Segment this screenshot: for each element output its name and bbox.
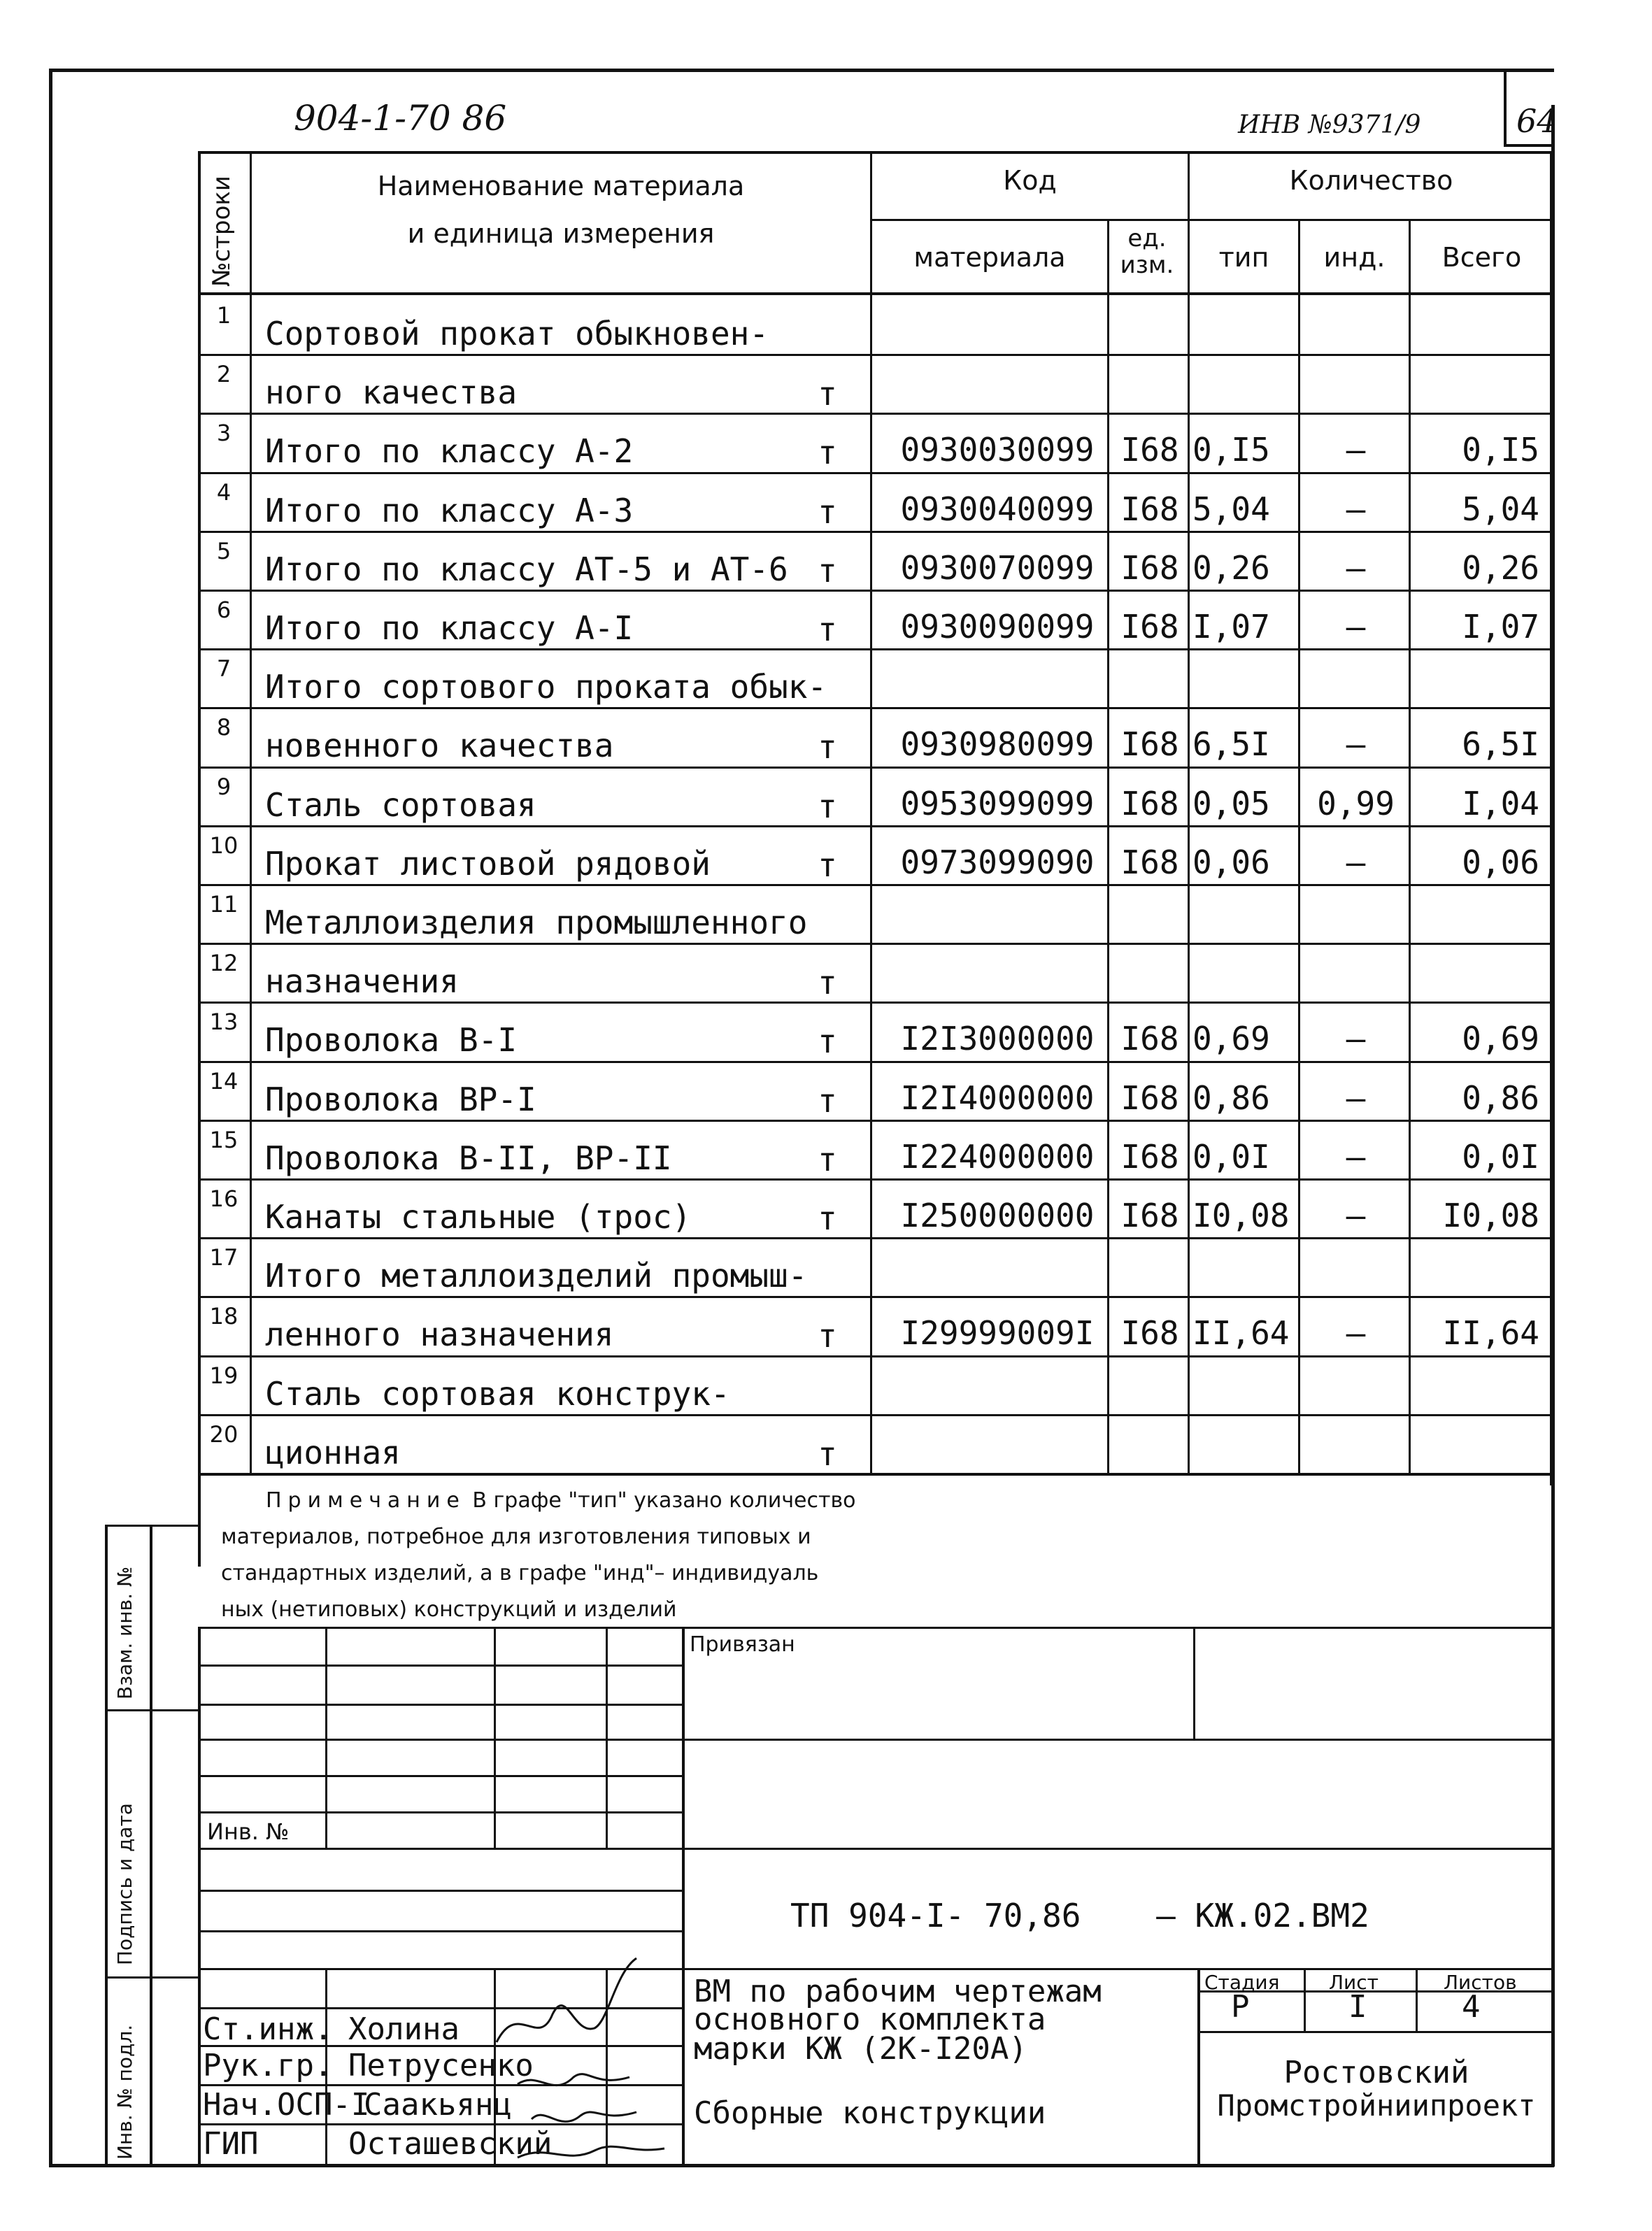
material-name: ционная [265,1434,401,1471]
qty-ind: – [1346,843,1366,881]
designation-code: ТП 904-I- 70,86 [790,1897,1081,1934]
material-code: 0930090099 [900,608,1095,646]
qty-type: 0,06 [1192,843,1270,881]
row-number: 9 [216,774,232,800]
row-number: 13 [209,1008,238,1035]
note-line-3: стандартных изделий, а в графе "инд"– индивидуаль [221,1561,819,1585]
table-row [198,354,1553,413]
qty-total: 0,26 [1462,549,1539,587]
qty-ind: – [1346,1197,1366,1234]
material-unit: т [818,964,837,1002]
qty-ind: 0,99 [1317,785,1395,822]
qty-ind: – [1346,1138,1366,1176]
side-label-inv-orig: Инв. № подл. [113,2024,136,2160]
signer-name: Петрусенко [348,2048,534,2083]
page-number: 64 [1516,102,1558,140]
material-name: Металлоизделия промышленного [265,904,808,941]
qty-total: 0,0I [1462,1138,1539,1176]
designation-mark: – КЖ.02.ВМ2 [1156,1897,1369,1934]
row-number: 12 [209,950,238,976]
stage-value: Р [1231,1989,1250,2025]
material-name: Проволока В-II, ВР-II [265,1139,672,1177]
row-number: 20 [209,1421,238,1448]
title-line-1: ВМ по рабочим чертежам [694,1974,1102,2009]
material-unit: т [818,493,837,531]
row-number: 16 [209,1185,238,1212]
qty-total: I,04 [1462,785,1539,822]
qty-total: 0,69 [1462,1020,1539,1057]
material-name-header-2: и единица измерения [407,218,715,249]
table-row [198,413,1553,471]
signer-name: Осташевский [348,2126,553,2162]
material-unit: т [818,434,837,471]
table-row [198,1414,1553,1473]
qty-type: 0,0I [1192,1138,1270,1176]
project-code: 904-1-70 86 [294,98,507,138]
unit-code: I68 [1120,725,1179,763]
material-name: Проволока В-I [265,1021,518,1059]
row-number: 17 [209,1244,238,1271]
table-row [198,531,1553,590]
material-unit: т [818,611,837,648]
table-row [198,1002,1553,1060]
note-line-4: ных (нетиповых) конструкций и изделий [221,1597,677,1622]
qty-ind: – [1346,1020,1366,1057]
title-line-2: основного комплекта [694,2002,1046,2037]
material-name: Сортовой прокат обыкновен- [265,315,769,352]
material-code: I29999009I [900,1314,1095,1352]
row-number: 18 [209,1303,238,1330]
signature-marks [476,1944,699,2168]
material-unit: т [818,1435,837,1473]
qty-ind: – [1346,725,1366,763]
material-name: Сталь сортовая [265,786,536,824]
material-code: 0930040099 [900,490,1095,528]
material-unit: т [818,1141,837,1178]
table-row [198,1237,1553,1296]
qty-ind: – [1346,490,1366,528]
table-row [198,1296,1553,1355]
material-code: I2I3000000 [900,1020,1095,1057]
table-row [198,943,1553,1002]
qty-total: 0,86 [1462,1079,1539,1117]
side-label-sign-date: Подпись и дата [113,1803,136,1965]
table-row [198,1061,1553,1120]
signature-ostashevsky [518,2146,664,2158]
unit-code: I68 [1120,490,1179,528]
signature-holina [497,1958,636,2042]
sheet-value: I [1348,1989,1367,2025]
inv-no-label: Инв. № [207,1818,290,1845]
material-name: Канаты стальные (трос) [265,1198,692,1236]
material-code: 0930030099 [900,431,1095,469]
stage-label: Стадия [1204,1971,1280,1994]
qty-ind: – [1346,608,1366,646]
row-number: 15 [209,1127,238,1153]
table-row [198,590,1553,648]
qty-total: 0,I5 [1462,431,1539,469]
qty-total: 0,06 [1462,843,1539,881]
qty-ind: – [1346,1079,1366,1117]
material-name: Итого металлоизделий промыш- [265,1257,808,1295]
row-number: 2 [216,361,232,387]
row-number: 8 [216,714,232,741]
qty-type: I0,08 [1192,1197,1290,1234]
unit-code: I68 [1120,608,1179,646]
signer-name: Саакьянц [364,2087,512,2123]
qty-type: 0,69 [1192,1020,1270,1057]
unit-code: I68 [1120,1314,1179,1352]
table-row [198,648,1553,707]
material-unit: т [818,1082,837,1120]
material-name: Итого по классу А-I [265,609,634,647]
unit-code: I68 [1120,431,1179,469]
qty-total: 6,5I [1462,725,1539,763]
sheet-label: Лист [1329,1971,1379,1994]
signature-saakyants [532,2112,636,2122]
qty-type: 0,86 [1192,1079,1270,1117]
qty-ind: – [1346,549,1366,587]
signer-role: Рук.гр. [203,2048,333,2083]
material-unit: т [818,1022,837,1060]
row-number-header: №строки [208,176,236,287]
note-line-2: материалов, потребное для изготовления типовых и [221,1525,811,1549]
row-number: 19 [209,1362,238,1389]
table-row [198,884,1553,943]
material-name: ленного назначения [265,1316,614,1353]
signer-name: Холина [348,2011,460,2047]
qty-type-header: тип [1218,242,1269,273]
material-code: 0930980099 [900,725,1095,763]
code-unit-header: ед. изм. [1120,224,1174,279]
designation [790,1897,1369,1934]
code-material-header: материала [913,242,1066,273]
material-unit: т [818,1317,837,1355]
signer-role: Ст.инж. [203,2011,333,2047]
qty-total-header: Всего [1441,242,1522,273]
row-number: 5 [216,538,232,564]
org-line-2: Промстройниипроект [1217,2088,1536,2123]
unit-code: I68 [1120,843,1179,881]
table-row [198,707,1553,766]
material-unit: т [818,1199,837,1237]
material-unit: т [818,846,837,884]
qty-total: I,07 [1462,608,1539,646]
material-name: Проволока ВР-I [265,1081,536,1118]
material-code: I250000000 [900,1197,1095,1234]
note-line-1: В графе "тип" указано количество [472,1488,856,1513]
material-code: 0930070099 [900,549,1095,587]
material-code: I2I4000000 [900,1079,1095,1117]
qty-total: 5,04 [1462,490,1539,528]
unit-code: I68 [1120,785,1179,822]
unit-code: I68 [1120,1138,1179,1176]
row-number: 7 [216,655,232,682]
title-line-4: Сборные конструкции [694,2095,1046,2131]
material-code: 0973099090 [900,843,1095,881]
row-number: 4 [216,479,232,506]
signature-petrusenko [518,2074,629,2086]
table-row [198,1355,1553,1414]
qty-ind: – [1346,1314,1366,1352]
material-name-header-1: Наименование материала [377,171,745,201]
table-row [198,825,1553,884]
table-row [198,472,1553,531]
material-unit: т [818,787,837,825]
qty-type: 0,05 [1192,785,1270,822]
material-unit: т [818,552,837,590]
code-header: Код [1003,165,1057,196]
unit-code: I68 [1120,1020,1179,1057]
material-code: I224000000 [900,1138,1095,1176]
title-line-3: марки КЖ (2К-I20А) [694,2031,1027,2067]
unit-code: I68 [1120,549,1179,587]
qty-type: II,64 [1192,1314,1290,1352]
qty-ind-header: инд. [1323,242,1386,273]
qty-type: 0,26 [1192,549,1270,587]
material-unit: т [818,375,837,413]
bound-label: Привязан [690,1632,795,1657]
row-number: 6 [216,597,232,623]
quantity-header: Количество [1289,165,1453,196]
signer-role: Нач.ОСП-I [203,2087,370,2123]
signer-role: ГИП [203,2126,259,2162]
material-code: 0953099099 [900,785,1095,822]
unit-code: I68 [1120,1079,1179,1117]
material-name: новенного качества [265,727,614,764]
material-name: Итого по классу АТ-5 и АТ-6 [265,550,788,588]
material-name: Итого по классу А-2 [265,432,634,470]
qty-type: 5,04 [1192,490,1270,528]
org-line-1: Ростовский [1283,2055,1469,2090]
table-row [198,295,1553,354]
material-name: Итого по классу А-3 [265,492,634,529]
material-name: Сталь сортовая конструк- [265,1375,730,1413]
row-number: 14 [209,1068,238,1095]
material-name: ного качества [265,373,518,411]
qty-total: II,64 [1442,1314,1539,1352]
qty-total: I0,08 [1442,1197,1539,1234]
qty-type: 6,5I [1192,725,1270,763]
table-row [198,767,1553,825]
qty-type: 0,I5 [1192,431,1270,469]
qty-ind: – [1346,431,1366,469]
qty-type: I,07 [1192,608,1270,646]
note-title: Примечание [266,1488,466,1513]
table-row [198,1120,1553,1178]
row-number: 10 [209,832,238,859]
row-number: 1 [216,302,232,329]
table-row [198,1178,1553,1237]
row-number: 11 [209,891,238,918]
material-unit: т [818,728,837,766]
unit-code: I68 [1120,1197,1179,1234]
sheets-label: Листов [1444,1971,1517,1994]
inventory-number: ИНВ №9371/9 [1238,111,1421,139]
row-number: 3 [216,420,232,446]
sheets-value: 4 [1462,1989,1481,2025]
material-name: Итого сортового проката обык- [265,668,827,706]
material-name: назначения [265,962,459,1000]
side-label-inv-sub: Взам. инв. № [113,1566,136,1699]
material-name: Прокат листовой рядовой [265,845,711,883]
